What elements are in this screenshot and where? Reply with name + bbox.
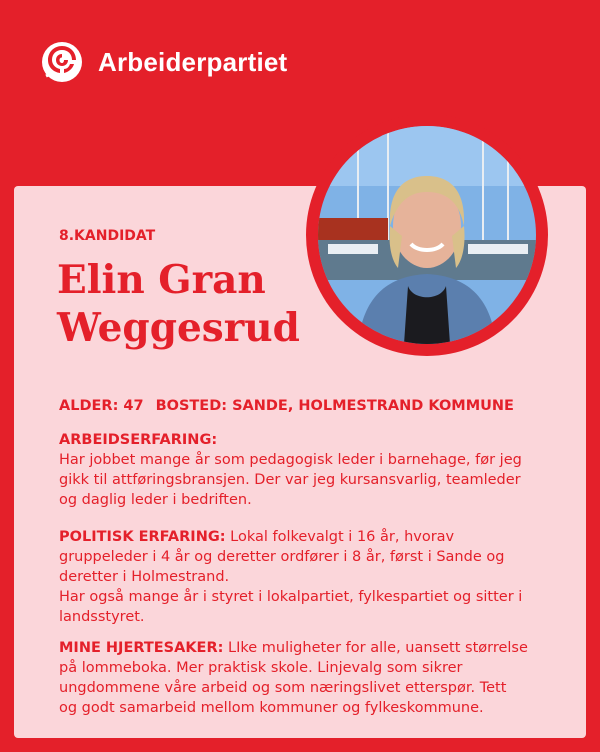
candidate-number: 8.KANDIDAT bbox=[59, 228, 156, 244]
rose-icon bbox=[36, 36, 88, 88]
political-experience-heading: POLITISK ERFARING: bbox=[59, 529, 226, 545]
heart-issues-line: LIke muligheter for alle, uansett størrelse bbox=[223, 640, 528, 656]
work-experience-line: Har jobbet mange år som pedagogisk leder i barnehage, før jeg bbox=[59, 452, 522, 468]
work-experience-line: gikk til attføringsbransjen. Der var jeg kursansvarlig, teamleder bbox=[59, 472, 521, 488]
residence-label: BOSTED: SANDE, HOLMESTRAND KOMMUNE bbox=[155, 398, 514, 414]
heart-issues-line: på lommeboka. Mer praktisk skole. Linjevalg som sikrer bbox=[59, 660, 463, 676]
political-experience-line: Har også mange år i styret i lokalpartiet, fylkespartiet og sitter i bbox=[59, 589, 523, 605]
candidate-photo bbox=[318, 126, 536, 344]
work-experience-section bbox=[59, 430, 559, 510]
header bbox=[36, 36, 287, 88]
political-experience-section bbox=[59, 527, 559, 627]
candidate-meta bbox=[59, 398, 514, 414]
political-experience-line: landsstyret. bbox=[59, 609, 145, 625]
age-label: ALDER: 47 bbox=[59, 398, 144, 414]
brand-name: Arbeiderpartiet bbox=[98, 46, 288, 77]
heart-issues-line: ungdommene våre arbeid og som næringslivet etterspør. Tett bbox=[59, 680, 507, 696]
heart-issues-heading: MINE HJERTESAKER: bbox=[59, 640, 224, 656]
political-experience-line: Lokal folkevalgt i 16 år, hvorav bbox=[225, 529, 455, 545]
candidate-name-line-2: Weggesrud bbox=[57, 305, 300, 351]
political-experience-line: deretter i Holmestrand. bbox=[59, 569, 230, 585]
heart-issues-section bbox=[59, 638, 559, 718]
political-experience-line: gruppeleder i 4 år og deretter ordfører i 8 år, først i Sande og bbox=[59, 549, 505, 565]
work-experience-line: og daglig leder i bedriften. bbox=[59, 492, 252, 508]
candidate-name-line-1: Elin Gran bbox=[57, 257, 266, 303]
work-experience-heading: ARBEIDSERFARING: bbox=[59, 432, 218, 448]
heart-issues-line: og godt samarbeid mellom kommuner og fylkeskommune. bbox=[59, 700, 484, 716]
candidate-name bbox=[57, 256, 300, 352]
